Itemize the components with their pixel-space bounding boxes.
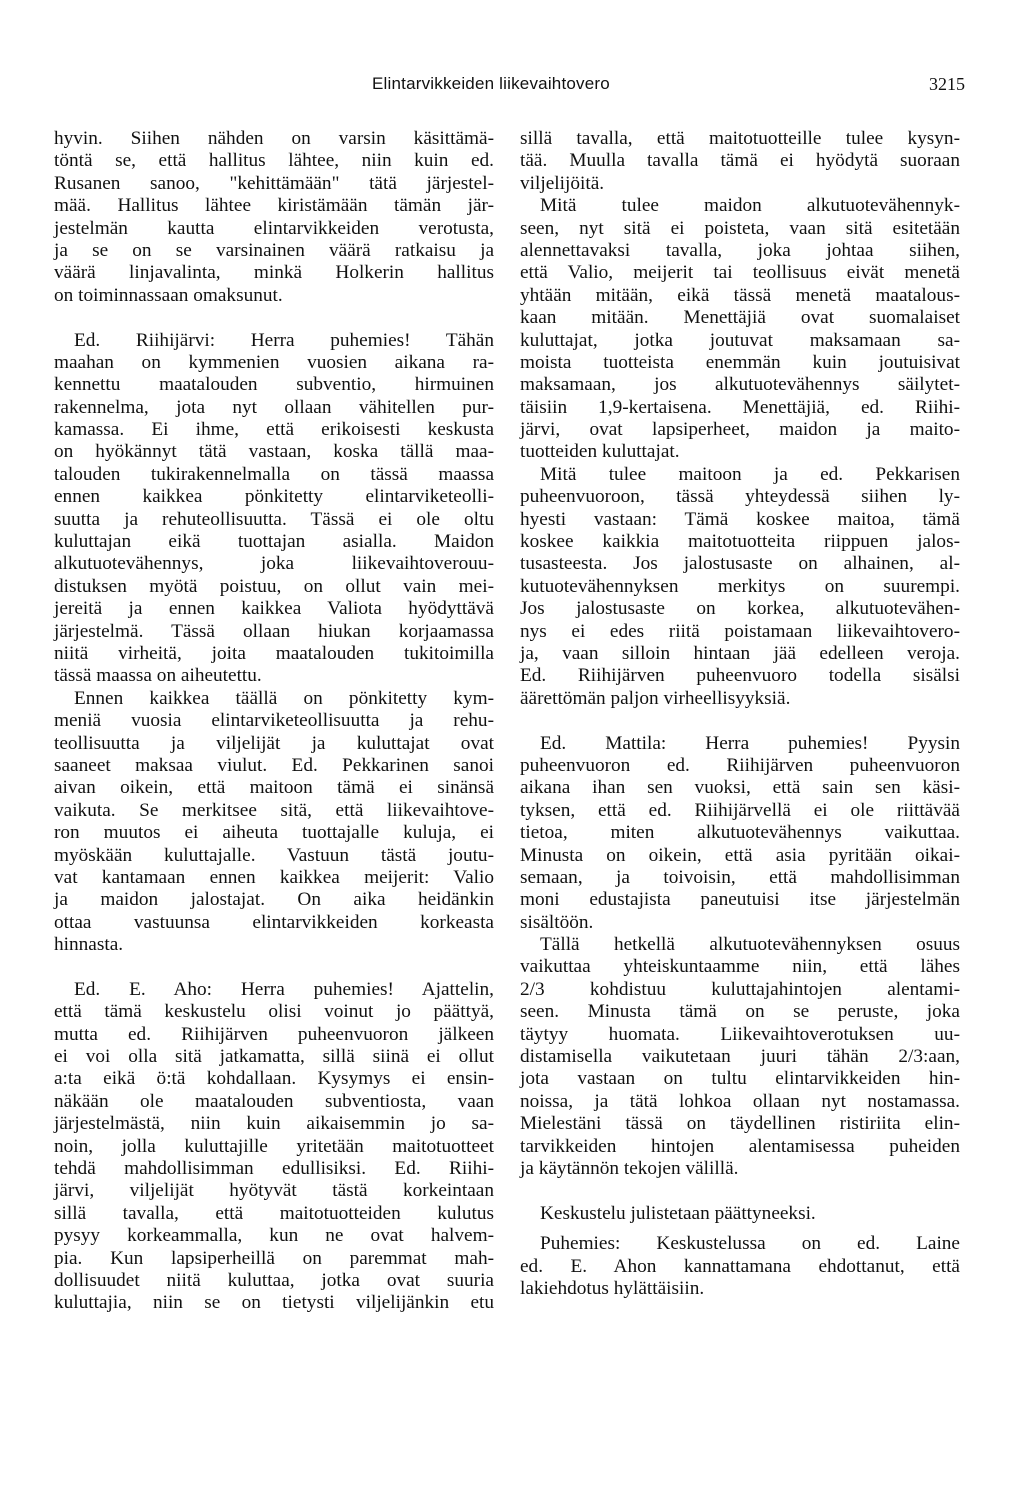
column-left [54,128,494,1315]
text-line: moni edustajista paneutuisi itse järjestelmän [520,889,960,911]
text-line: Jos jalostusaste on korkea, alkutuotevähen- [520,598,960,620]
text-line: talouden tukirakennelmalla on tässä maassa [54,463,494,485]
text-line: kuluttajia, niin se on tietysti viljelijänkin etu [54,1292,494,1314]
running-head: Elintarvikkeiden liikevaihtovero [372,74,610,93]
text-line: kuluttajan eikä tuottajan asialla. Maidon [54,531,494,553]
text-line: aivan oikein, että maitoon tämä ei sinänsä [54,777,494,799]
text-line: sisältöön. [520,911,594,933]
text-line: a:ta eikä ö:tä kohdallaan. Kysymys ei ensin- [54,1068,494,1090]
text-line: puheenvuoron ed. Riihijärven puheenvuoron [520,754,960,776]
text-line: töntä se, että hallitus lähtee, niin kuin ed. [54,150,494,172]
text-line: maksamaan, jos alkutuotevähennys säilytet- [520,374,960,396]
text-line: Ed. E. Aho: Herra puhemies! Ajattelin, [74,978,494,1000]
text-line: nys ei edes riitä poistamaan liikevaihtovero- [520,620,960,642]
text-line: niitä virheitä, joita maatalouden tukitoimilla [54,642,494,664]
text-line: vaikuta. Se merkitsee sitä, että liikevaihtove- [54,799,494,821]
text-line: distamisella vaikutetaan juuri tähän 2/3:aan, [520,1046,960,1068]
text-line: tietoa, miten alkutuotevähennys vaikuttaa. [520,822,960,844]
text-line: tässä maassa on aiheutettu. [54,665,262,687]
text-line: Puhemies: Keskustelussa on ed. Laine [540,1233,960,1255]
text-line: ed. E. Ahon kannattamana ehdottanut, että [520,1255,960,1277]
text-line: väärä linjavalinta, minkä Holkerin hallitus [54,262,494,284]
text-line: alkutuotevähennys, joka liikevaihtoverouu- [54,553,494,575]
page-number: 3215 [929,74,965,94]
text-line: Tällä hetkellä alkutuotevähennyksen osuus [540,934,960,956]
text-line: tyksen, että ed. Riihijärvellä ei ole riittävää [520,799,960,821]
text-line: pia. Kun lapsiperheillä on paremmat mah- [54,1247,494,1269]
text-line: myöskään kuluttajalle. Vastuun tästä joutu- [54,844,494,866]
text-line: tää. Muulla tavalla tämä ei hyödytä suoraan [520,150,960,172]
text-line: saaneet maksaa viulut. Ed. Pekkarinen sanoi [54,754,494,776]
text-line: Rusanen sanoo, "kehittämään" tätä järjestel- [54,172,494,194]
text-line: pysyy korkeammalla, kun ne ovat halvem- [54,1225,494,1247]
paragraph-gap [520,1180,960,1202]
text-line: järjestelmästä, niin kuin aikaisemmin jo sa- [54,1113,494,1135]
text-line: jestelmän kautta elintarvikkeiden verotusta, [54,217,494,239]
text-line: seen. Minusta tämä on se peruste, joka [520,1001,960,1023]
text-line: ja, vaan silloin hintaan jää edelleen veroja. [520,642,960,664]
text-line: hyesti vastaan: Tämä koskee maitoa, tämä [520,508,960,530]
text-line: ron muutos ei aiheuta tuottajalle kuluja, ei [54,822,494,844]
text-line: Minusta on oikein, että asia pyritään oikai- [520,844,960,866]
text-line: Keskustelu julistetaan päättyneeksi. [540,1202,816,1224]
text-line: ennen kaikkea pönkitetty elintarviketeolli- [54,486,494,508]
text-line: täytyy huomata. Liikevaihtoverotuksen uu- [520,1023,960,1045]
text-line: semaan, ja toivoisin, että mahdollisimman [520,866,960,888]
text-line: jota vastaan on tultu elintarvikkeiden hin- [520,1068,960,1090]
text-line: on hyökännyt tätä vastaan, koska tällä maa- [54,441,494,463]
text-line: jereitä ja ennen kaikkea Valiota hyödyttävä [54,598,494,620]
text-line: järjestelmä. Tässä ollaan hiukan korjaamassa [54,620,494,642]
text-line: noin, jolla kuluttajille yritetään maitotuotteet [54,1135,494,1157]
text-line: kutuotevähennyksen merkitys on suurempi. [520,575,960,597]
text-line: kuluttajat, jotka joutuvat maksamaan sa- [520,329,960,351]
text-line: sillä tavalla, että maitotuotteiden kulutus [54,1202,494,1224]
text-line: tuotteiden kuluttajat. [520,441,680,463]
text-line: distuksen myötä poistuu, on ollut vain mei- [54,575,494,597]
text-line: tusasteesta. Jos jalostusaste on alhainen, al- [520,553,960,575]
text-line: suutta ja rehuteollisuutta. Tässä ei ole oltu [54,508,494,530]
text-line: Mitä tulee maidon alkutuotevähennyk- [540,195,960,217]
text-line: koskee kaikkia maitotuotteita riippuen jalos- [520,531,960,553]
paragraph-gap [54,307,494,329]
text-line: hinnasta. [54,934,124,956]
text-line: maahan on kymmenien vuosien aikana ra- [54,351,494,373]
text-line: mää. Hallitus lähtee kiristämään tämän jär- [54,195,494,217]
text-line: hyvin. Siihen nähden on varsin käsittämä- [54,128,494,149]
text-line: yhtään mitään, eikä tässä menetä maatalous- [520,284,960,306]
text-line: vaikuttaa yhteiskuntaamme niin, että lähes [520,956,960,978]
paragraph-gap [54,956,494,978]
text-line: tarvikkeiden hintojen alentamisessa puheiden [520,1135,960,1157]
text-line: järvi, viljelijät hyötyvät tästä korkeintaan [54,1180,494,1202]
text-line: moista tuotteista enemmän kuin joutuisivat [520,351,960,373]
text-line: lakiehdotus hylättäisiin. [520,1277,705,1299]
text-line: täisiin 1,9-kertaisena. Menettäjiä, ed. Riihi- [520,396,960,418]
text-line: äärettömän paljon virheellisyyksiä. [520,687,791,709]
text-line: noissa, ja tätä lohkoa ollaan nyt nostamassa. [520,1090,960,1112]
text-line: kamassa. Ei ihme, että erikoisesti keskusta [54,419,494,441]
text-line: Ed. Riihijärvi: Herra puhemies! Tähän [74,329,494,351]
text-line: vat kantamaan ennen kaikkea meijerit: Valio [54,866,494,888]
text-line: näkään ole maatalouden subventiosta, vaan [54,1090,494,1112]
paragraph-gap [520,710,960,732]
text-line: on toiminnassaan omaksunut. [54,284,283,306]
text-line: viljelijöitä. [520,172,605,194]
text-line: aikana ihan sen vuoksi, että sain sen käsi- [520,777,960,799]
text-line: dollisuudet niitä kuluttaa, jotka ovat suuria [54,1269,494,1291]
text-line: Mitä tulee maitoon ja ed. Pekkarisen [540,463,960,485]
text-line: teollisuutta ja viljelijät ja kuluttajat ovat [54,732,494,754]
text-line: ja maidon jalostajat. On aika heidänkin [54,889,494,911]
text-line: seen, nyt sitä ei poisteta, vaan sitä esitetään [520,217,960,239]
text-line: että tämä keskustelu olisi voinut jo päättyä, [54,1001,494,1023]
text-line: kennettu maatalouden subventio, hirmuinen [54,374,494,396]
text-line: ja käytännön tekojen välillä. [520,1157,739,1179]
text-line: Ed. Mattila: Herra puhemies! Pyysin [540,732,960,754]
text-line: rakennelma, jota nyt ollaan vähitellen pur- [54,396,494,418]
paragraph-gap [520,1225,960,1233]
text-line: kaan mitään. Menettäjiä ovat suomalaiset [520,307,960,329]
text-line: alennettavaksi tavalla, joka johtaa siihen, [520,239,960,261]
text-line: Mielestäni tässä on täydellinen ristiriita elin- [520,1113,960,1135]
text-line: Ed. Riihijärven puheenvuoro todella sisälsi [520,665,960,687]
text-line: ja se on se varsinainen väärä ratkaisu ja [54,239,494,261]
text-line: meniä vuosia elintarviketeollisuutta ja rehu- [54,710,494,732]
text-line: tehdä mahdollisimman edullisiksi. Ed. Riihi- [54,1157,494,1179]
text-line: että Valio, meijerit tai teollisuus eivät menetä [520,262,960,284]
column-right [520,128,960,1300]
text-line: mutta ed. Riihijärven puheenvuoron jälkeen [54,1023,494,1045]
text-line: 2/3 kohdistuu kuluttajahintojen alentami- [520,978,960,1000]
text-line: järvi, ovat lapsiperheet, maidon ja maito- [520,419,960,441]
text-line: Ennen kaikkea täällä on pönkitetty kym- [74,687,494,709]
text-line: ottaa vastuunsa elintarvikkeiden korkeasta [54,911,494,933]
text-line: sillä tavalla, että maitotuotteille tulee kysyn- [520,128,960,149]
text-line: ei voi olla sitä jatkamatta, sillä siinä ei ollut [54,1046,494,1068]
text-line: puheenvuoroon, tässä yhteydessä siihen ly- [520,486,960,508]
